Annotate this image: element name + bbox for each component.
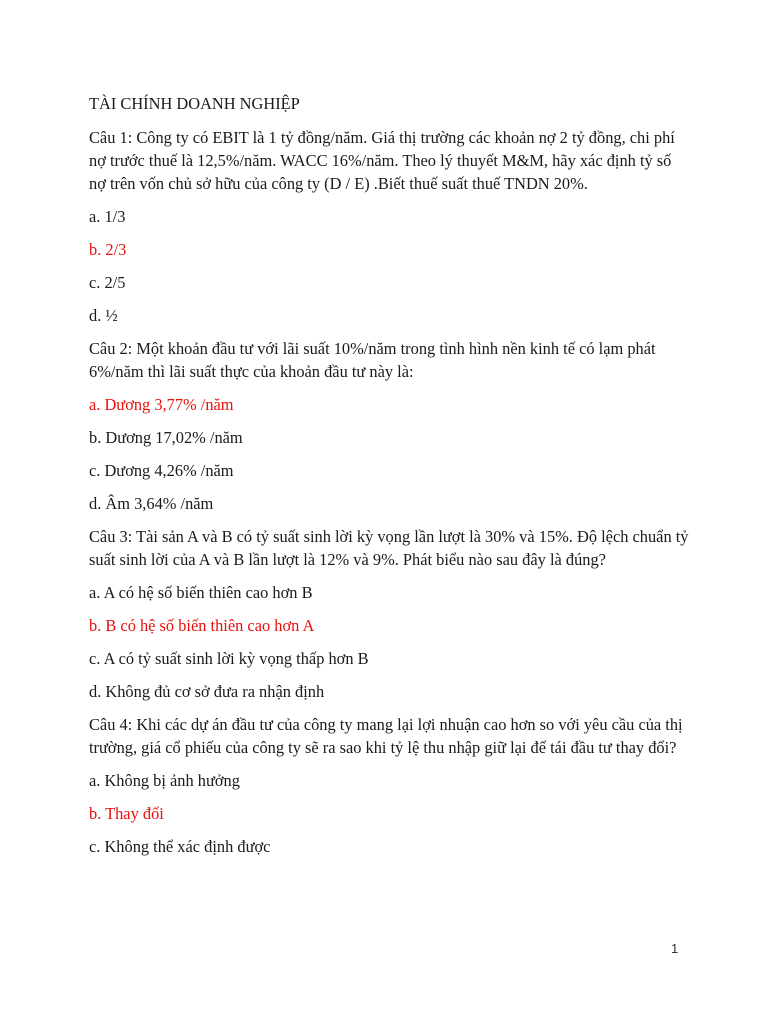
answer-option-d: d. ½ — [89, 306, 118, 325]
page-number: 1 — [671, 941, 679, 956]
answer-option-c: c. A có tỷ suất sinh lời kỳ vọng thấp hơn B — [89, 649, 369, 668]
answer-option-a: a. 1/3 — [89, 207, 126, 226]
answer-option-a: a. A có hệ số biến thiên cao hơn B — [89, 583, 313, 602]
answer-option-b-correct: b. B có hệ số biến thiên cao hơn A — [89, 616, 315, 635]
answer-option-c: c. Không thể xác định được — [89, 837, 271, 856]
answer-option-d: d. Không đủ cơ sở đưa ra nhận định — [89, 682, 325, 701]
question-block-1 — [89, 126, 689, 327]
answer-option-c: c. Dương 4,26% /năm — [89, 461, 234, 480]
answer-option-a: a. Không bị ảnh hưởng — [89, 771, 240, 790]
answer-option-c: c. 2/5 — [89, 273, 126, 292]
question-block-4 — [89, 713, 689, 858]
question-text: Câu 4: Khi các dự án đầu tư của công ty mang lại lợi nhuận cao hơn so với yêu cầu của thị trường, giá cổ phiếu của công ty sẽ ra sao khi tỷ lệ thu nhập giữ lại để tái đầu tư thay đổi? — [89, 715, 683, 757]
answer-option-a-correct: a. Dương 3,77% /năm — [89, 395, 234, 414]
question-block-2 — [89, 337, 689, 515]
document-page — [89, 92, 689, 868]
question-text: Câu 3: Tài sản A và B có tỷ suất sinh lời kỳ vọng lần lượt là 30% và 15%. Độ lệch chuẩn tỷ suất sinh lời của A và B lần lượt là 12% và 9%. Phát biểu nào sau đây là đúng? — [89, 527, 689, 569]
question-text: Câu 1: Công ty có EBIT là 1 tỷ đồng/năm. Giá thị trường các khoản nợ 2 tỷ đồng, chi phí nợ trước thuế là 12,5%/năm. WACC 16%/năm. Theo lý thuyết M&M, hãy xác định tỷ số nợ trên vốn chủ sở hữu của công ty (D / E) .Biết thuế suất thuế TNDN 20%. — [89, 128, 675, 193]
question-text: Câu 2: Một khoản đầu tư với lãi suất 10%/năm trong tình hình nền kinh tế có lạm phát 6%/năm thì lãi suất thực của khoản đầu tư này là: — [89, 339, 656, 381]
question-block-3 — [89, 525, 689, 703]
document-title: TÀI CHÍNH DOANH NGHIỆP — [89, 94, 300, 113]
answer-option-d: d. Âm 3,64% /năm — [89, 494, 214, 513]
answer-option-b-correct: b. Thay đổi — [89, 804, 164, 823]
answer-option-b-correct: b. 2/3 — [89, 240, 127, 259]
answer-option-b: b. Dương 17,02% /năm — [89, 428, 243, 447]
